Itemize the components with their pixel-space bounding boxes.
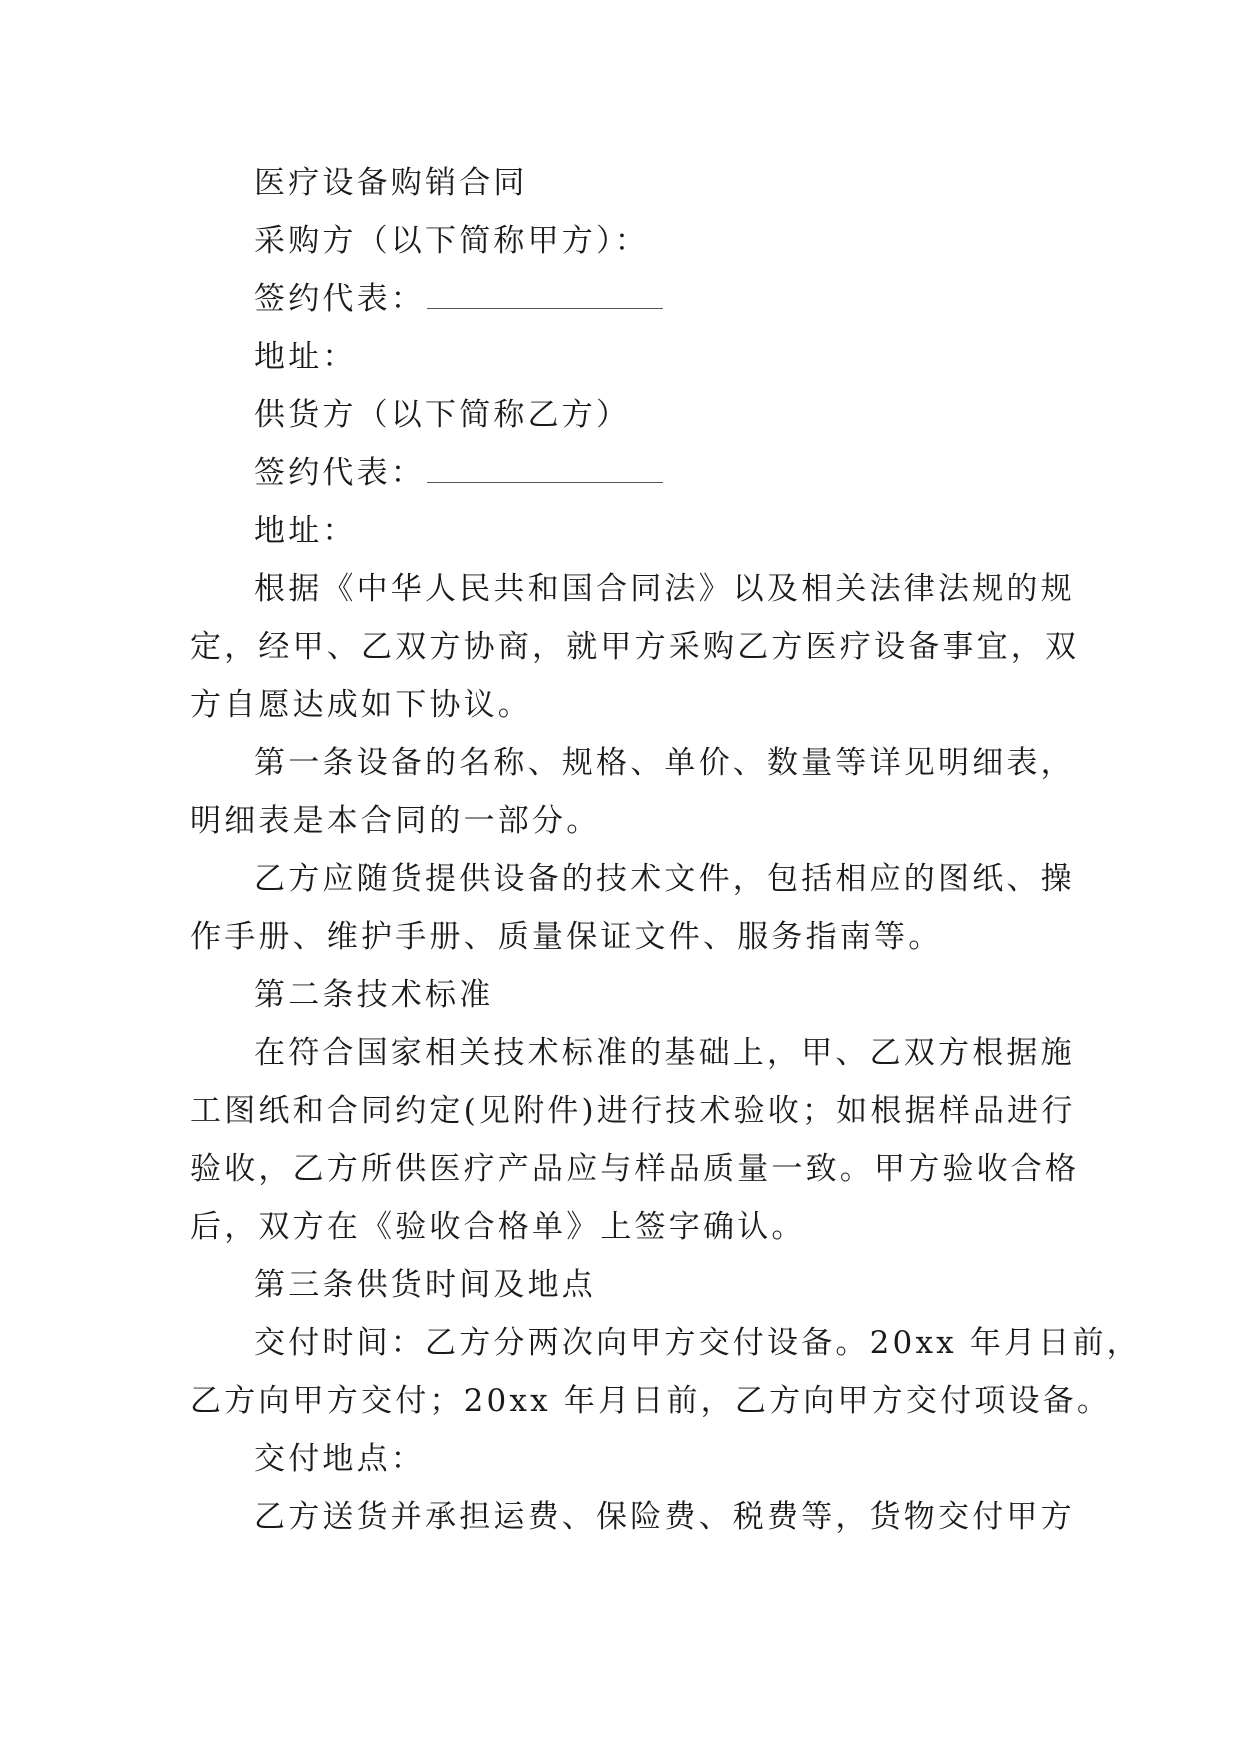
paragraph-line: 后，双方在《验收合格单》上签字确认。 [190,1209,806,1245]
address-b-label: 地址： [254,513,357,549]
paragraph-tech-standard [190,1024,1080,1256]
signing-rep-b-blank [427,452,663,483]
signing-rep-b [190,444,1050,502]
party-b-label: 供货方（以下简称乙方） [254,397,631,433]
delivery-place-label: 交付地点： [254,1441,425,1477]
signing-rep-a [190,270,1050,328]
paragraph-line: 根据《中华人民共和国合同法》以及相关法律法规的规 [254,571,1075,607]
paragraph-line: 明细表是本合同的一部分。 [190,803,601,839]
paragraph-preamble [190,560,1080,734]
paragraph-line: 乙方送货并承担运费、保险费、税费等，货物交付甲方 [254,1499,1075,1535]
paragraph-shipping [190,1488,1075,1546]
paragraph-line: 在符合国家相关技术标准的基础上，甲、乙双方根据施 [254,1035,1075,1071]
paragraph-line: 方自愿达成如下协议。 [190,687,532,723]
document-title: 医疗设备购销合同 [254,165,528,201]
signing-rep-a-label: 签约代表： [254,281,425,317]
paragraph-line: 乙方向甲方交付；20xx 年月日前，乙方向甲方交付项设备。 [190,1383,1112,1419]
address-a-label: 地址： [254,339,357,375]
article-2-heading: 第二条技术标准 [254,977,494,1013]
paragraph-line: 工图纸和合同约定(见附件)进行技术验收；如根据样品进行 [190,1093,1076,1129]
paragraph-line: 乙方应随货提供设备的技术文件，包括相应的图纸、操 [254,861,1075,897]
contract-body [190,154,1141,1546]
signing-rep-b-label: 签约代表： [254,455,425,491]
paragraph-line: 第一条设备的名称、规格、单价、数量等详见明细表， [254,745,1075,781]
paragraph-line: 作手册、维护手册、质量保证文件、服务指南等。 [190,919,943,955]
paragraph-tech-docs [190,850,1075,966]
signing-rep-a-blank [427,278,663,309]
article-3-heading: 第三条供货时间及地点 [254,1267,596,1303]
paragraph-line: 验收，乙方所供医疗产品应与样品质量一致。甲方验收合格 [190,1151,1080,1187]
paragraph-article-1 [190,734,1075,850]
party-a-label: 采购方（以下简称甲方）： [254,223,649,259]
paragraph-line: 交付时间：乙方分两次向甲方交付设备。20xx 年月日前， [254,1325,1141,1361]
paragraph-line: 定，经甲、乙双方协商，就甲方采购乙方医疗设备事宜，双 [190,629,1080,665]
paragraph-delivery-time [190,1314,1141,1430]
